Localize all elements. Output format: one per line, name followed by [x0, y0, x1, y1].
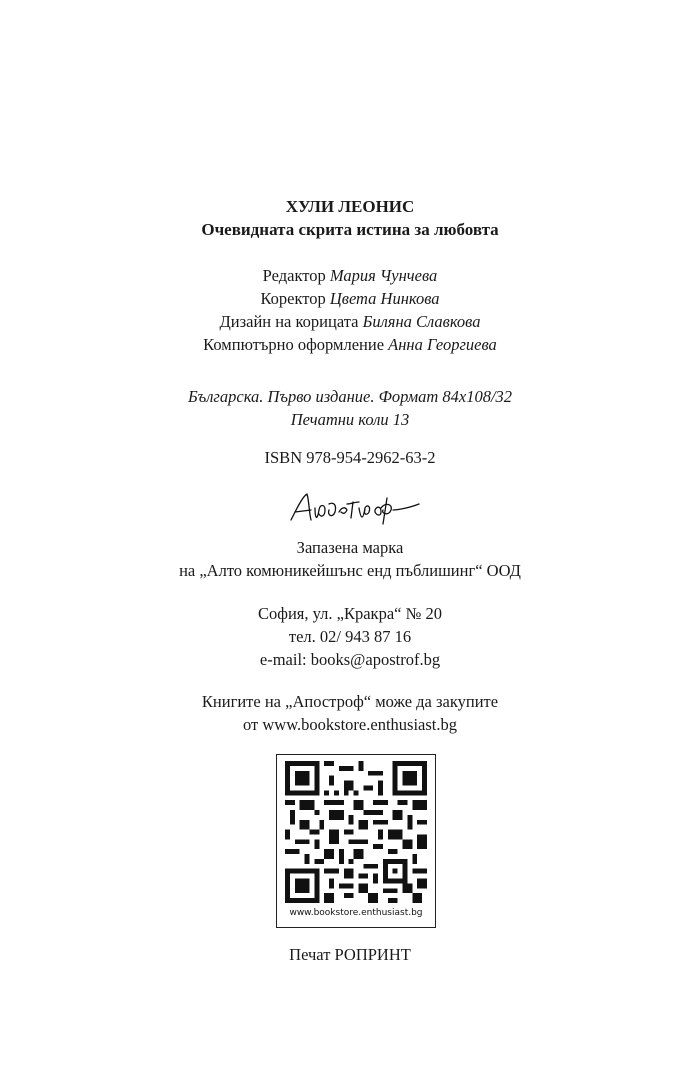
- credit-editor: [0, 265, 700, 287]
- credit-role: Компютърно оформление: [203, 335, 385, 354]
- printed-sheets: Печатни коли 13: [290, 410, 410, 429]
- book-author: ХУЛИ ЛЕОНИС: [285, 197, 415, 216]
- qr-caption: www.bookstore.enthusiast.bg: [289, 908, 423, 918]
- trademark-owner: на „Алто комюникейшънс енд пъблишинг“ ООД: [179, 561, 521, 580]
- credit-role: Дизайн на корицата: [219, 312, 359, 331]
- credit-layout: [0, 334, 700, 356]
- credit-name: Биляна Славкова: [362, 312, 481, 331]
- credit-name: Мария Чунчева: [329, 266, 438, 285]
- credit-name: Анна Георгиева: [388, 335, 497, 354]
- isbn: ISBN 978-954-2962-63-2: [264, 448, 436, 467]
- book-title: Очевидната скрита истина за любовта: [201, 220, 499, 239]
- credit-name: Цвета Нинкова: [329, 289, 440, 308]
- credit-role: Редактор: [262, 266, 326, 285]
- publisher-email: e-mail: books@apostrof.bg: [259, 650, 441, 669]
- edition-info: Българска. Първо издание. Формат 84x108/32: [187, 387, 513, 406]
- qr-code-icon: [285, 761, 427, 903]
- store-info: Книгите на „Апостроф“ може да закупите: [201, 692, 499, 711]
- trademark-line: Запазена марка: [296, 538, 404, 557]
- publisher-phone: тел. 02/ 943 87 16: [288, 627, 412, 646]
- credit-proofreader: [0, 288, 700, 310]
- credit-role: Коректор: [260, 289, 326, 308]
- apostrof-logo: [285, 490, 425, 526]
- publisher-address: София, ул. „Кракра“ № 20: [258, 604, 442, 623]
- store-url: от www.bookstore.enthusiast.bg: [243, 715, 457, 734]
- credit-cover-design: [0, 311, 700, 333]
- printer: Печат РОПРИНТ: [289, 945, 411, 964]
- qr-code-box: [276, 754, 436, 928]
